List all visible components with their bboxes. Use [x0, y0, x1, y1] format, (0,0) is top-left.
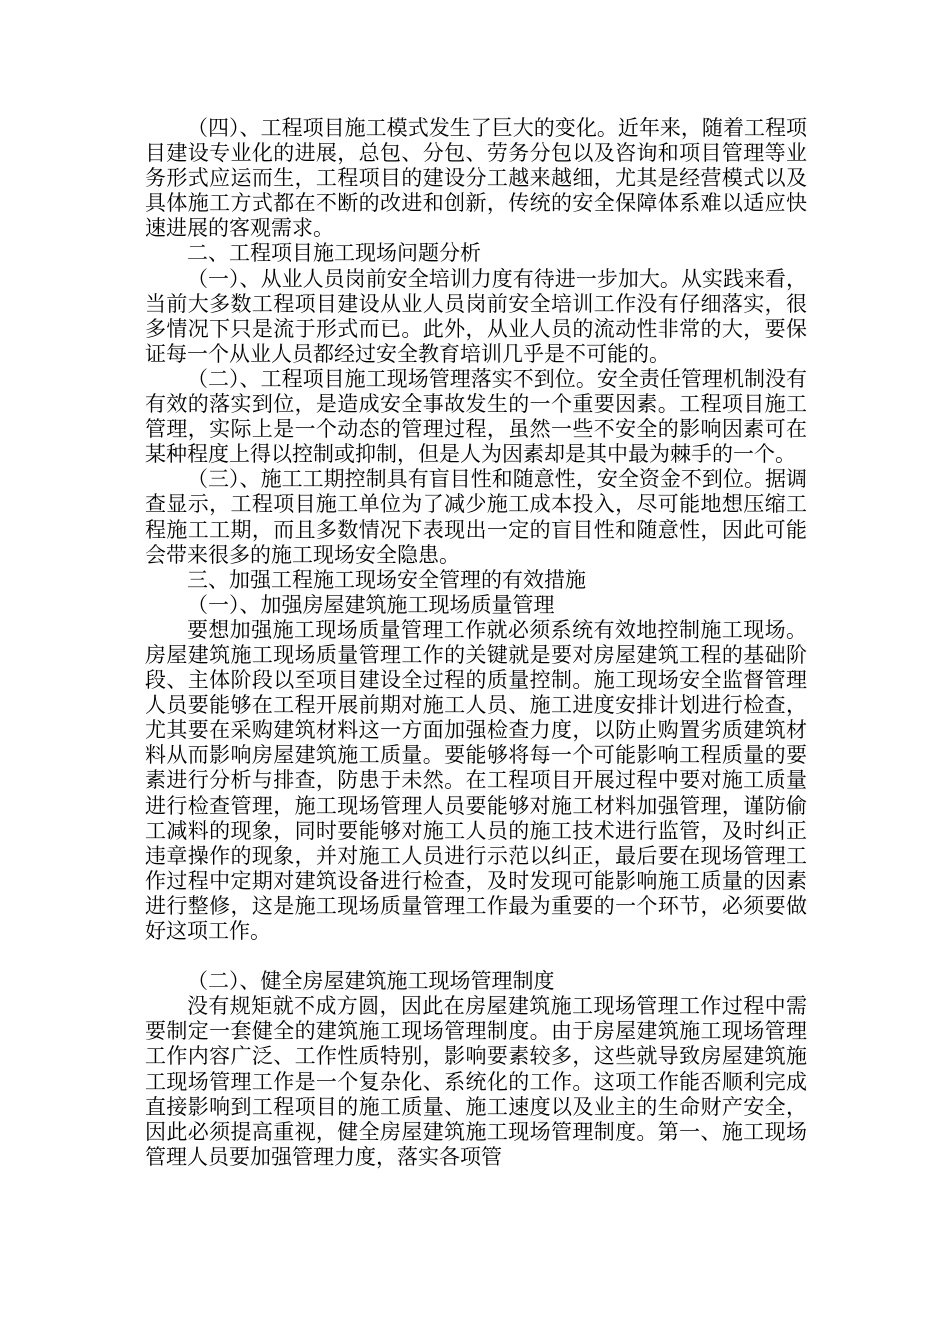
- subsection-heading-regulations: （二）、健全房屋建筑施工现场管理制度: [187, 969, 555, 994]
- section-heading-3: 三、加强工程施工现场安全管理的有效措施: [187, 567, 586, 592]
- blank-line: [145, 944, 807, 969]
- section-heading-2: 二、工程项目施工现场问题分析: [187, 241, 481, 266]
- paragraph-site-management: （二）、工程项目施工现场管理落实不到位。安全责任管理机制没有有效的落实到位，是造成安全事故发生的一个重要因素。工程项目施工管理，实际上是一个动态的管理过程，虽然一些不安全的影响因素可在某种程度上得以控制或抑制，但是人为因素却是其中最为棘手的一个。: [145, 366, 807, 467]
- paragraph-construction-mode-change: （四）、工程项目施工模式发生了巨大的变化。近年来，随着工程项目建设专业化的进展，总包、分包、劳务分包以及咨询和项目管理等业务形式应运而生，工程项目的建设分工越来越细，尤其是经营模式以及具体施工方式都在不断的改进和创新，传统的安全保障体系难以适应快速进展的客观需求。: [145, 116, 807, 241]
- subsection-heading-quality: （一）、加强房屋建筑施工现场质量管理: [187, 592, 555, 617]
- paragraph-safety-training: （一）、从业人员岗前安全培训力度有待进一步加大。从实践来看，当前大多数工程项目建设从业人员岗前安全培训工作没有仔细落实，很多情况下只是流于形式而已。此外，从业人员的流动性非常的大，要保证每一个从业人员都经过安全教育培训几乎是不可能的。: [145, 266, 807, 366]
- paragraph-quality-management: 要想加强施工现场质量管理工作就必须系统有效地控制施工现场。房屋建筑施工现场质量管理工作的关键就是要对房屋建筑工程的基础阶段、主体阶段以至项目建设全过程的质量控制。施工现场安全监督管理人员要能够在工程开展前期对施工人员、施工进度安排计划进行检查，尤其要在采购建筑材料这一方面加强检查力度，以防止购置劣质建筑材料从而影响房屋建筑施工质量。要能够将每一个可能影响工程质量的要素进行分析与排查，防患于未然。在工程项目开展过程中要对施工质量进行检查管理，施工现场管理人员要能够对施工材料加强管理，谨防偷工减料的现象，同时要能够对施工人员的施工技术进行监管，及时纠正违章操作的现象，并对施工人员进行示范以纠正，最后要在现场管理工作过程中定期对建筑设备进行检查，及时发现可能影响施工质量的因素进行整修，这是施工现场质量管理工作最为重要的一个环节，必须要做好这项工作。: [145, 617, 807, 943]
- document-body: [145, 116, 807, 1170]
- paragraph-management-regulations: 没有规矩就不成方圆，因此在房屋建筑施工现场管理工作过程中需要制定一套健全的建筑施工现场管理制度。由于房屋建筑施工现场管理工作内容广泛、工作性质特别，影响要素较多，这些就导致房屋建筑施工现场管理工作是一个复杂化、系统化的工作。这项工作能否顺利完成直接影响到工程项目的施工质量、施工速度以及业主的生命财产安全，因此必须提高重视，健全房屋建筑施工现场管理制度。第一、施工现场管理人员要加强管理力度，落实各项管: [145, 994, 807, 1169]
- paragraph-schedule-control: （三）、施工工期控制具有盲目性和随意性，安全资金不到位。据调查显示，工程项目施工单位为了减少施工成本投入，尽可能地想压缩工程施工工期，而且多数情况下表现出一定的盲目性和随意性，因此可能会带来很多的施工现场安全隐患。: [145, 467, 807, 567]
